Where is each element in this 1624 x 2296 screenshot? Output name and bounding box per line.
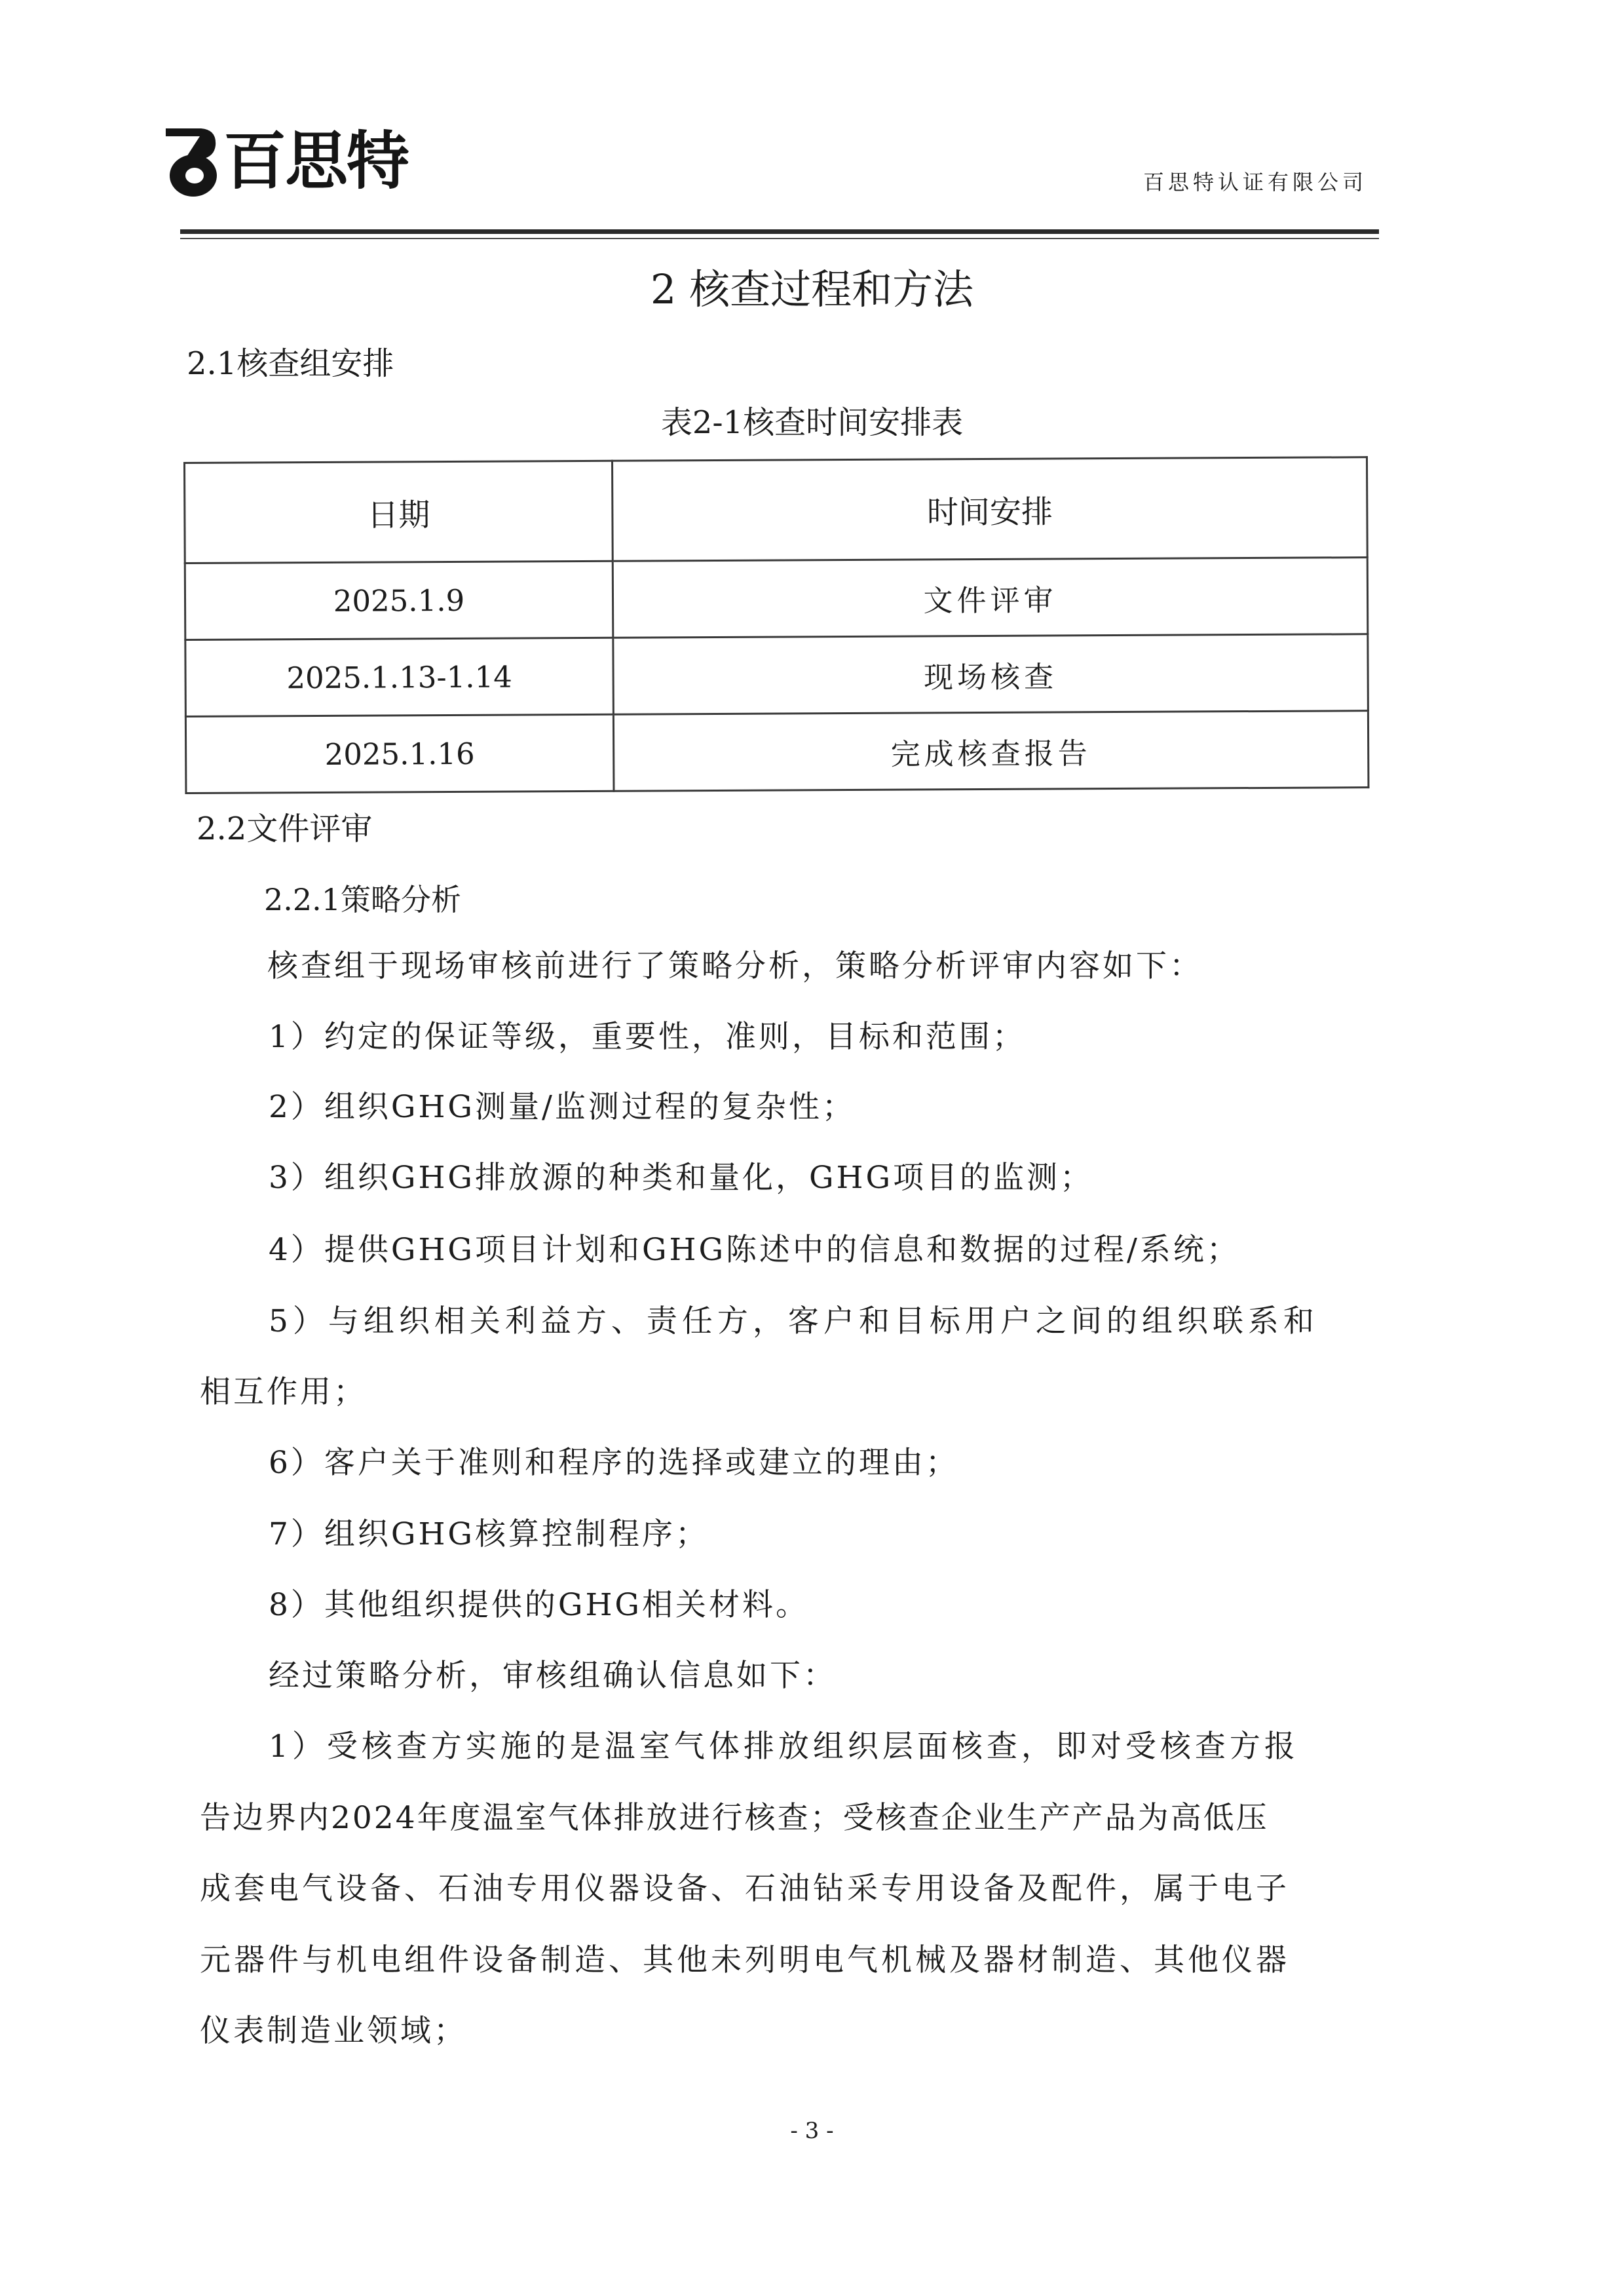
conclusion-line: 告边界内2024年度温室气体排放进行核查；受核查企业生产产品为高低压 bbox=[200, 1800, 1269, 1836]
section-title: 2 核查过程和方法 bbox=[650, 265, 974, 313]
page-number: - 3 - bbox=[790, 2118, 834, 2144]
table-row bbox=[185, 711, 1369, 794]
heading-2-2: 2.2文件评审 bbox=[197, 811, 373, 847]
date-cell: 2025.1.9 bbox=[185, 561, 613, 640]
conclusion-line: 1）受核查方实施的是温室气体排放组织层面核查，即对受核查方报 bbox=[269, 1729, 1299, 1765]
list-item-continuation: 相互作用； bbox=[200, 1374, 367, 1410]
task-cell: 文件评审 bbox=[613, 558, 1368, 638]
table-row bbox=[185, 634, 1369, 717]
header-date: 日期 bbox=[185, 461, 613, 563]
table-row bbox=[185, 558, 1368, 640]
heading-2-2-1: 2.2.1策略分析 bbox=[264, 882, 462, 917]
intro-paragraph: 核查组于现场审核前进行了策略分析，策略分析评审内容如下： bbox=[267, 948, 1203, 984]
list-item: 3）组织GHG排放源的种类和量化，GHG项目的监测； bbox=[269, 1160, 1094, 1196]
schedule-table bbox=[183, 456, 1369, 794]
date-cell: 2025.1.13-1.14 bbox=[185, 638, 614, 716]
date-cell: 2025.1.16 bbox=[185, 714, 614, 793]
task-cell: 完成核查报告 bbox=[613, 711, 1369, 792]
task-cell: 现场核查 bbox=[613, 634, 1369, 715]
table-header-row bbox=[185, 457, 1368, 564]
logo-text: 百思特 bbox=[223, 124, 408, 198]
conclusion-line: 成套电气设备、石油专用仪器设备、石油钻采专用设备及配件，属于电子 bbox=[200, 1871, 1290, 1907]
conclusion-line: 仪表制造业领域； bbox=[200, 2013, 467, 2049]
conclusion-line: 元器件与机电组件设备制造、其他未列明电气机械及器材制造、其他仪器 bbox=[200, 1942, 1290, 1978]
list-item: 8）其他组织提供的GHG相关材料。 bbox=[269, 1587, 809, 1623]
list-item: 1）约定的保证等级，重要性，准则，目标和范围； bbox=[269, 1019, 1026, 1055]
list-item: 4）提供GHG项目计划和GHG陈述中的信息和数据的过程/系统； bbox=[269, 1232, 1240, 1268]
company-logo bbox=[161, 124, 408, 198]
list-item: 5）与组织相关利益方、责任方，客户和目标用户之间的组织联系和 bbox=[269, 1303, 1319, 1339]
header-rule-thin bbox=[180, 238, 1379, 239]
logo-mark-icon bbox=[161, 124, 221, 198]
table-caption: 表2-1核查时间安排表 bbox=[660, 404, 964, 441]
header-rule-thick bbox=[180, 229, 1379, 234]
conclusion-intro: 经过策略分析，审核组确认信息如下： bbox=[269, 1658, 837, 1694]
list-item: 6）客户关于准则和程序的选择或建立的理由； bbox=[269, 1445, 959, 1481]
list-item: 2）组织GHG测量/监测过程的复杂性； bbox=[269, 1089, 856, 1125]
company-name: 百思特认证有限公司 bbox=[1142, 170, 1367, 195]
heading-2-1: 2.1核查组安排 bbox=[187, 345, 394, 382]
header-task: 时间安排 bbox=[612, 457, 1367, 562]
list-item: 7）组织GHG核算控制程序； bbox=[269, 1516, 709, 1552]
